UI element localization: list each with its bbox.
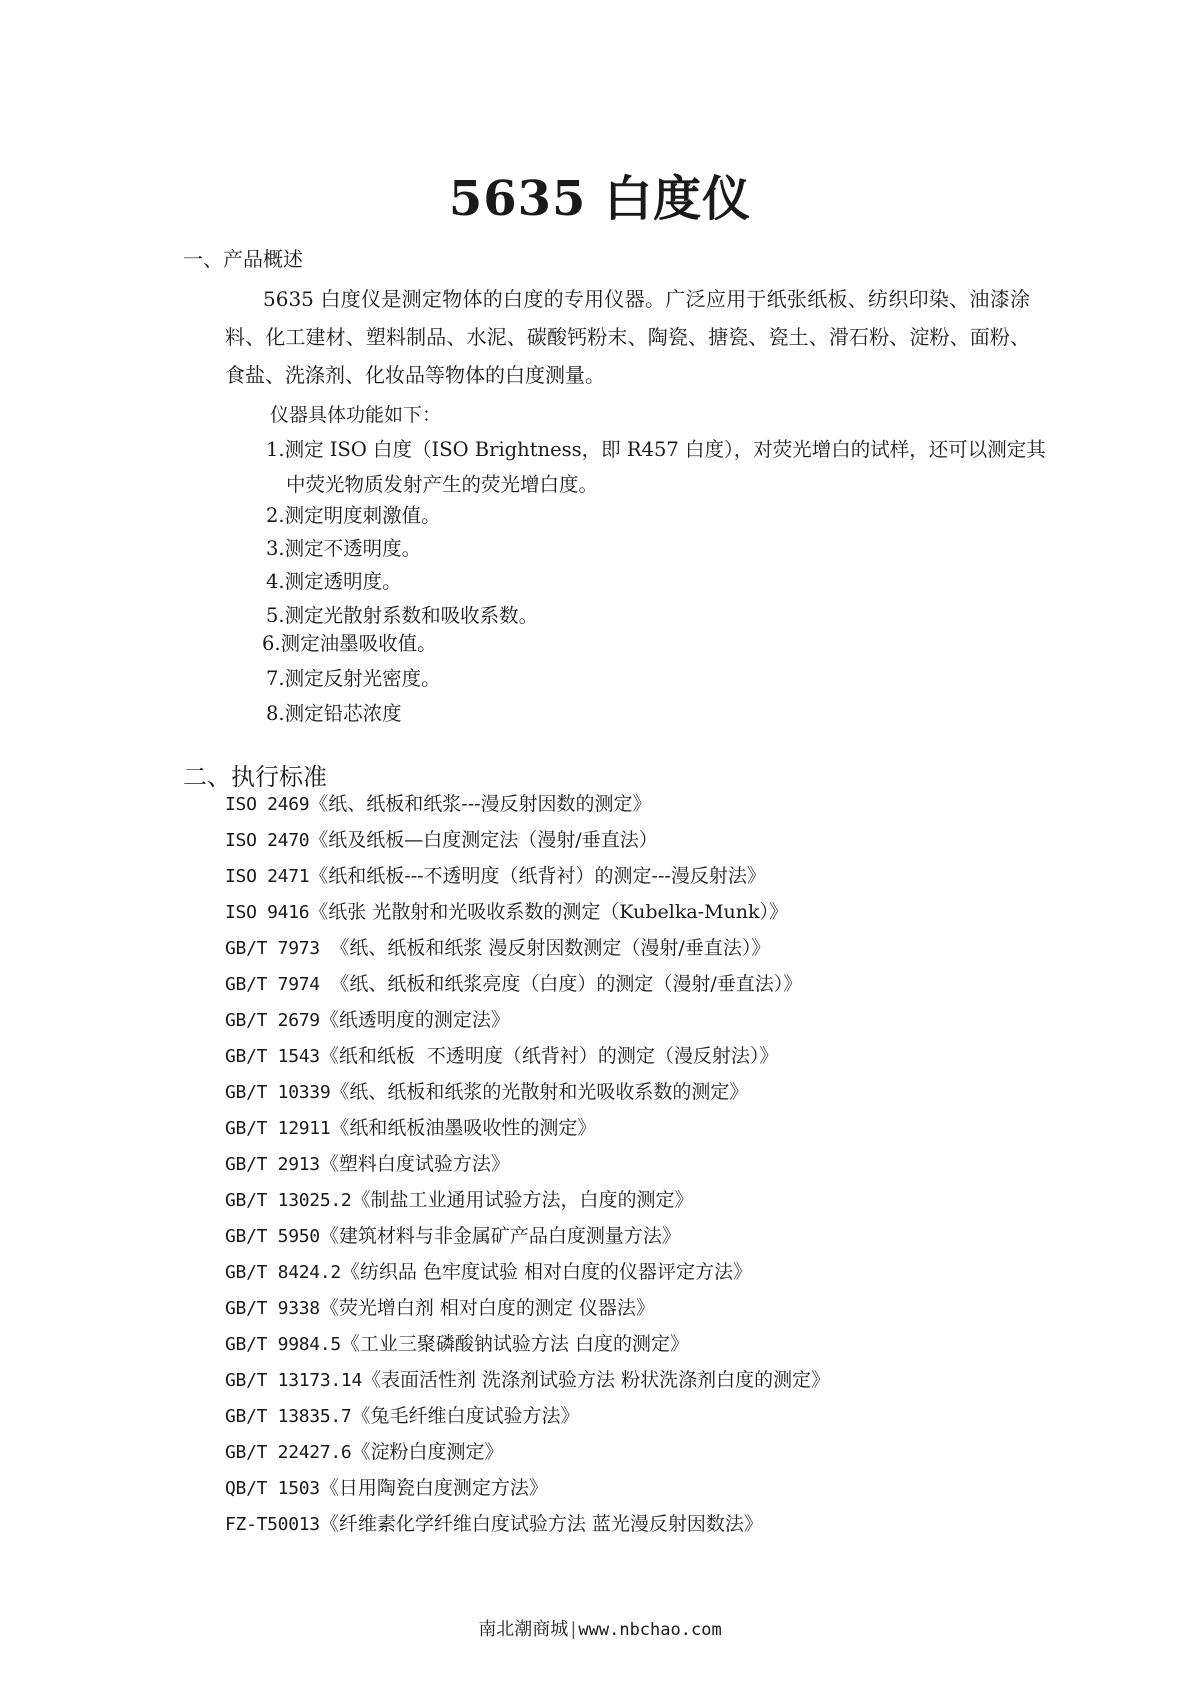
standard-code: GB/T 12911 [225, 1118, 331, 1139]
standard-code: GB/T 10339 [225, 1082, 331, 1103]
standard-item [225, 1401, 579, 1428]
standard-item [225, 1185, 693, 1212]
standard-item [225, 933, 770, 960]
standard-name: 《纸张 光散射和光吸收系数的测定（Kubelka-Munk）》 [309, 901, 789, 923]
standard-code: GB/T 13025.2 [225, 1190, 352, 1211]
function-item: 8.测定铅芯浓度 [266, 702, 402, 725]
function-item: 4.测定透明度。 [266, 570, 402, 593]
standard-item [225, 1365, 830, 1392]
standard-name: 《荧光增白剂 相对白度的测定 仪器法》 [319, 1297, 655, 1319]
function-item: 2.测定明度刺激值。 [266, 504, 441, 527]
standard-item [225, 969, 802, 996]
standard-item [225, 1257, 752, 1284]
standard-name: 《纺织品 色牢度试验 相对白度的仪器评定方法》 [340, 1261, 752, 1283]
standard-name: 《纸、纸板和纸浆的光散射和光吸收系数的测定》 [330, 1081, 749, 1103]
function-item: 3.测定不透明度。 [266, 537, 422, 560]
standard-name: 《纸和纸板---不透明度（纸背衬）的测定---漫反射法》 [309, 865, 766, 887]
section-heading-standards: 二、执行标准 [183, 763, 327, 791]
standard-name: 《淀粉白度测定》 [351, 1441, 504, 1463]
standard-code: GB/T 2913 [225, 1154, 320, 1175]
standard-code: GB/T 7974 [225, 974, 331, 995]
standard-code: GB/T 5950 [225, 1226, 320, 1247]
standard-code: GB/T 22427.6 [225, 1442, 352, 1463]
standard-code: GB/T 13173.14 [225, 1370, 362, 1391]
standard-name: 《纸和纸板 不透明度（纸背衬）的测定（漫反射法）》 [319, 1045, 779, 1067]
standard-item [225, 1077, 748, 1104]
standard-code: FZ-T50013 [225, 1514, 320, 1535]
standard-name: 《纸、纸板和纸浆 漫反射因数测定（漫射/垂直法）》 [330, 937, 771, 959]
function-item: 1.测定 ISO 白度（ISO Brightness，即 R457 白度），对荧光增白的试样，还可以测定其中荧光物质发射产生的荧光增白度。 [266, 438, 1046, 496]
standard-name: 《纸、纸板和纸浆---漫反射因数的测定》 [309, 793, 652, 815]
standard-name: 《纸透明度的测定法》 [319, 1009, 510, 1031]
standard-item [225, 1329, 689, 1356]
standard-item [225, 1473, 548, 1500]
standard-item [225, 1221, 681, 1248]
standard-code: ISO 2471 [225, 866, 310, 887]
footer-brand: 南北潮商城 [478, 1619, 569, 1640]
standard-item [225, 897, 788, 924]
standard-name: 《日用陶瓷白度测定方法》 [319, 1477, 548, 1499]
standard-item [225, 1113, 596, 1140]
standard-code: ISO 9416 [225, 902, 310, 923]
standard-code: GB/T 2679 [225, 1010, 320, 1031]
page-title: 5635 白度仪 [448, 171, 752, 227]
standard-name: 《纸及纸板—白度测定法（漫射/垂直法） [309, 829, 658, 851]
standard-item [225, 1005, 510, 1032]
standard-item [225, 825, 658, 852]
standard-name: 《制盐工业通用试验方法，白度的测定》 [351, 1189, 694, 1211]
function-item: 6.测定油墨吸收值。 [262, 632, 437, 655]
function-item: 7.测定反射光密度。 [266, 667, 441, 690]
functions-label: 仪器具体功能如下： [270, 404, 442, 426]
footer-url-link[interactable]: www.nbchao.com [578, 1620, 722, 1640]
standard-name: 《工业三聚磷酸钠试验方法 白度的测定》 [340, 1333, 689, 1355]
standard-item [225, 861, 766, 888]
standard-item [225, 789, 652, 816]
standard-item [225, 1293, 655, 1320]
page-footer [0, 1615, 1200, 1641]
footer-separator: | [570, 1619, 577, 1640]
standard-code: QB/T 1503 [225, 1478, 320, 1499]
standard-name: 《兔毛纤维白度试验方法》 [351, 1405, 580, 1427]
standard-item [225, 1509, 763, 1536]
intro-paragraph: 5635 白度仪是测定物体的白度的专用仪器。广泛应用于纸张纸板、纺织印染、油漆涂料、化工建材、塑料制品、水泥、碳酸钙粉末、陶瓷、搪瓷、瓷土、滑石粉、淀粉、面粉、食盐、洗涤剂、化妆品等物体的白度测量。 [225, 287, 1030, 387]
standard-name: 《建筑材料与非金属矿产品白度测量方法》 [319, 1225, 681, 1247]
standard-item [225, 1149, 510, 1176]
standard-code: GB/T 8424.2 [225, 1262, 341, 1283]
standard-name: 《表面活性剂 洗涤剂试验方法 粉状洗涤剂白度的测定》 [361, 1369, 831, 1391]
standard-name: 《纤维素化学纤维白度试验方法 蓝光漫反射因数法》 [319, 1513, 763, 1535]
standard-name: 《纸和纸板油墨吸收性的测定》 [330, 1117, 597, 1139]
section-heading-overview: 一、产品概述 [183, 247, 303, 271]
standard-item [225, 1041, 778, 1068]
function-item: 5.测定光散射系数和吸收系数。 [266, 604, 539, 627]
standard-code: GB/T 9338 [225, 1298, 320, 1319]
standard-name: 《纸、纸板和纸浆亮度（白度）的测定（漫射/垂直法）》 [330, 973, 803, 995]
standard-code: GB/T 13835.7 [225, 1406, 352, 1427]
standard-code: GB/T 1543 [225, 1046, 320, 1067]
standard-code: GB/T 7973 [225, 938, 331, 959]
standard-code: ISO 2470 [225, 830, 310, 851]
standard-code: GB/T 9984.5 [225, 1334, 341, 1355]
standard-item [225, 1437, 503, 1464]
standard-name: 《塑料白度试验方法》 [319, 1153, 510, 1175]
standard-code: ISO 2469 [225, 794, 310, 815]
